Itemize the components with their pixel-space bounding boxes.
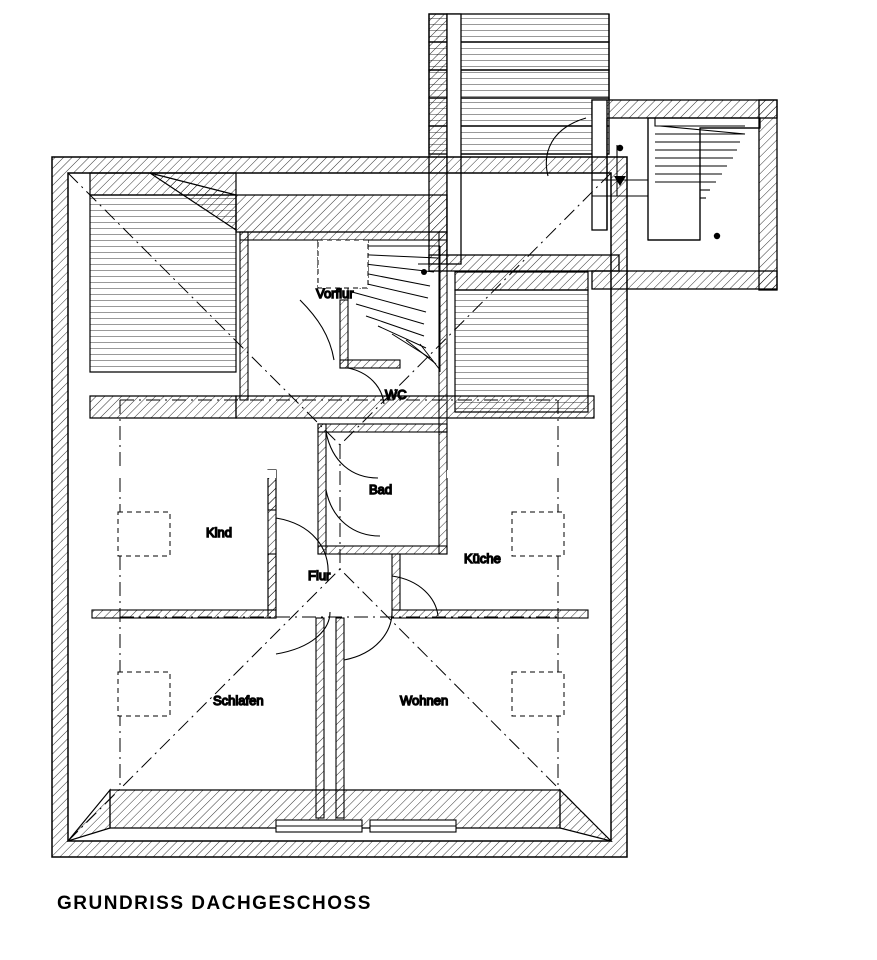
room-label-kind: Kind (206, 525, 233, 540)
roof-and-walls (52, 14, 777, 857)
room-label-wohnen: Wohnen (400, 693, 449, 708)
door-swings (276, 300, 438, 660)
room-label-schlafen: Schlafen (213, 693, 264, 708)
page-title: GRUNDRISS DACHGESCHOSS (57, 893, 372, 914)
room-label-vorflur: Vorflur (316, 286, 354, 301)
room-label-flur: Flur (308, 568, 331, 583)
room-label-wc: WC (385, 387, 407, 402)
room-label-bad: Bad (369, 482, 393, 497)
room-label-kueche: Küche (464, 551, 501, 566)
annex-top-block (429, 14, 619, 271)
